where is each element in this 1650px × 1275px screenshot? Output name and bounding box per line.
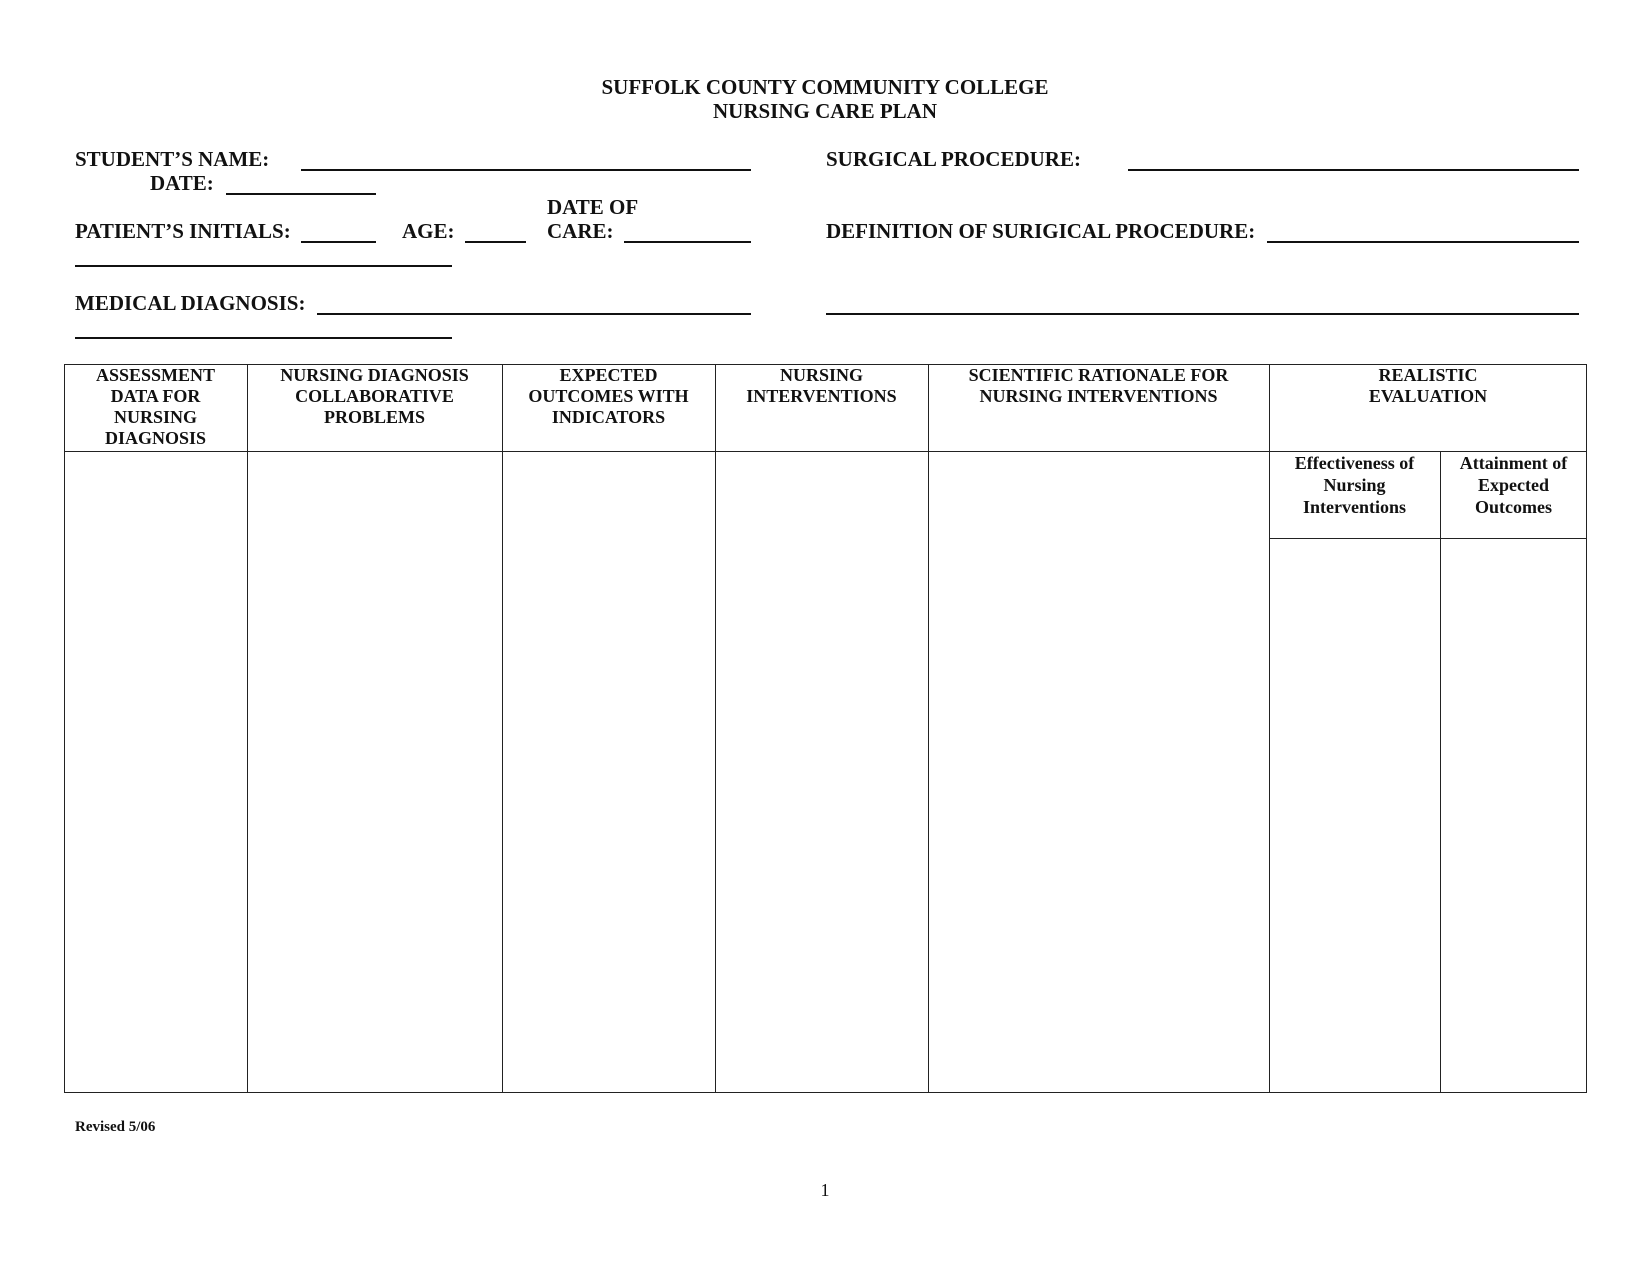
assessment-data-cell[interactable] bbox=[65, 452, 247, 1092]
subheader-attainment: Attainment of Expected Outcomes bbox=[1459, 453, 1568, 517]
column-header-nursing-diagnosis: NURSING DIAGNOSIS COLLABORATIVE PROBLEMS bbox=[280, 365, 469, 427]
scientific-rationale-cell[interactable] bbox=[929, 452, 1269, 1092]
page-number: 1 bbox=[820, 1180, 830, 1200]
date-of-care-field[interactable] bbox=[624, 223, 751, 243]
column-header-expected-outcomes: EXPECTED OUTCOMES WITH INDICATORS bbox=[528, 365, 689, 427]
column-header-assessment: ASSESSMENT DATA FOR NURSING DIAGNOSIS bbox=[95, 365, 216, 448]
institution-title: SUFFOLK COUNTY COMMUNITY COLLEGE bbox=[601, 75, 1049, 99]
medical-diagnosis-field[interactable] bbox=[317, 295, 751, 315]
patient-info-continuation-field[interactable] bbox=[75, 247, 452, 267]
age-label: AGE: bbox=[402, 219, 455, 243]
definition-surgical-procedure-continuation-field[interactable] bbox=[826, 295, 1579, 315]
effectiveness-cell[interactable] bbox=[1270, 539, 1440, 1092]
students-name-label: STUDENT’S NAME: bbox=[75, 147, 270, 171]
definition-surgical-procedure-label: DEFINITION OF SURIGICAL PROCEDURE: bbox=[826, 219, 1256, 243]
nursing-interventions-cell[interactable] bbox=[716, 452, 928, 1092]
subheader-effectiveness: Effectiveness of Nursing Interventions bbox=[1294, 453, 1415, 517]
definition-surgical-procedure-field[interactable] bbox=[1267, 223, 1579, 243]
age-field[interactable] bbox=[465, 223, 526, 243]
patients-initials-label: PATIENT’S INITIALS: bbox=[75, 219, 291, 243]
date-of-care-label-line1: DATE OF bbox=[547, 195, 639, 219]
date-of-care-label-line2: CARE: bbox=[547, 219, 614, 243]
attainment-cell[interactable] bbox=[1441, 539, 1586, 1092]
patients-initials-field[interactable] bbox=[301, 223, 376, 243]
medical-diagnosis-continuation-field[interactable] bbox=[75, 319, 452, 339]
medical-diagnosis-label: MEDICAL DIAGNOSIS: bbox=[75, 291, 306, 315]
column-header-scientific-rationale: SCIENTIFIC RATIONALE FOR NURSING INTERVENTIONS bbox=[968, 365, 1229, 406]
expected-outcomes-cell[interactable] bbox=[503, 452, 715, 1092]
date-label: DATE: bbox=[150, 171, 214, 195]
nursing-diagnosis-cell[interactable] bbox=[248, 452, 502, 1092]
column-header-realistic-evaluation: REALISTIC EVALUATION bbox=[1368, 365, 1488, 406]
revision-note: Revised 5/06 bbox=[75, 1119, 156, 1135]
surgical-procedure-label: SURGICAL PROCEDURE: bbox=[826, 147, 1081, 171]
column-header-nursing-interventions: NURSING INTERVENTIONS bbox=[746, 365, 897, 406]
students-name-field[interactable] bbox=[301, 151, 751, 171]
surgical-procedure-field[interactable] bbox=[1128, 151, 1579, 171]
document-title: NURSING CARE PLAN bbox=[712, 99, 938, 123]
date-field[interactable] bbox=[226, 175, 376, 195]
